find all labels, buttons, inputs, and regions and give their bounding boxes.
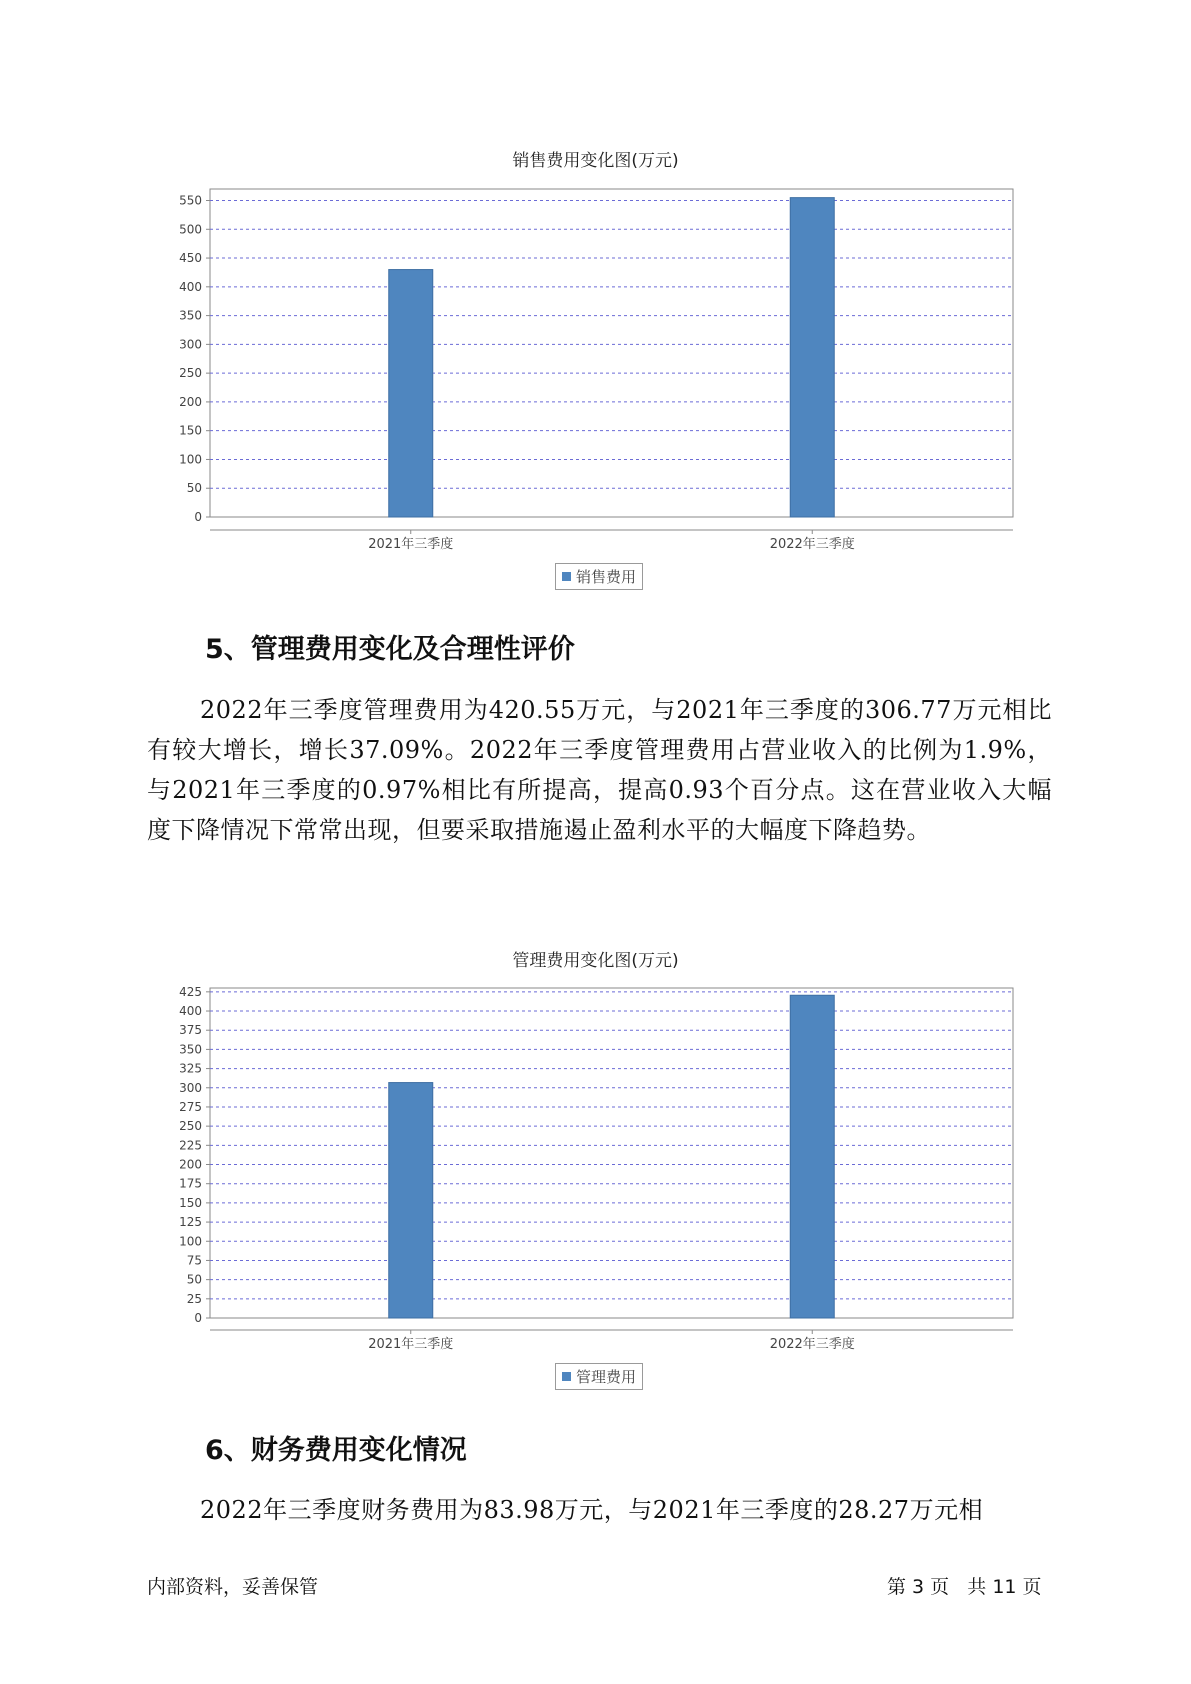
y-tick-label: 0 — [194, 510, 202, 524]
y-tick-label: 125 — [179, 1215, 202, 1230]
y-tick-label: 350 — [179, 1042, 202, 1057]
chart-title-sales: 销售费用变化图(万元) — [512, 151, 679, 171]
legend-label: 销售费用 — [576, 568, 637, 586]
x-tick-label: 2022年三季度 — [769, 1337, 855, 1352]
y-tick-label: 275 — [179, 1099, 202, 1114]
y-tick-label: 325 — [179, 1061, 202, 1076]
x-tick-label: 2021年三季度 — [368, 537, 454, 552]
y-tick-label: 250 — [179, 366, 202, 381]
chart-title-admin: 管理费用变化图(万元) — [512, 951, 679, 971]
y-tick-label: 75 — [186, 1253, 202, 1268]
section6-text: 2022年三季度财务费用为83.98万元，与2021年三季度的28.27万元相 — [200, 1496, 984, 1524]
y-tick-label: 100 — [179, 452, 202, 467]
y-tick-label: 100 — [179, 1234, 202, 1249]
y-tick-label: 300 — [179, 1080, 202, 1095]
y-tick-label: 300 — [179, 337, 202, 352]
y-tick-label: 50 — [186, 481, 202, 496]
footer-page-number: 第 3 页 共 11 页 — [887, 1576, 1042, 1598]
y-tick-label: 150 — [179, 1195, 202, 1210]
y-tick-label: 150 — [179, 423, 202, 438]
plot-frame — [210, 988, 1013, 1318]
x-tick-label: 2021年三季度 — [368, 1337, 454, 1352]
y-tick-label: 400 — [179, 1004, 202, 1019]
section5-heading: 5、管理费用变化及合理性评价 — [205, 634, 575, 665]
y-tick-label: 400 — [179, 279, 202, 294]
section6-heading: 6、财务费用变化情况 — [205, 1435, 467, 1466]
y-tick-label: 175 — [179, 1176, 202, 1191]
section5-text: 2022年三季度管理费用为420.55万元，与2021年三季度的306.77万元相比有较大增长，增长37.09%。2022年三季度管理费用占营业收入的比例为1.9%，与2021年三季度的0.97%相比有所提高，提高0.93个百分点。这在营业收入大幅度下降情况下常常出现，但要采取措施遏止盈利水平的大幅度下降趋势。 — [147, 696, 1052, 844]
legend-swatch — [562, 1372, 571, 1381]
y-tick-label: 0 — [194, 1311, 202, 1325]
footer-left: 内部资料，妥善保管 — [147, 1576, 319, 1598]
bar — [790, 995, 834, 1318]
chart-legend-admin — [555, 1363, 643, 1390]
y-tick-label: 225 — [179, 1138, 202, 1153]
legend-label: 管理费用 — [576, 1368, 637, 1386]
y-tick-label: 350 — [179, 308, 202, 323]
y-tick-label: 200 — [179, 1157, 202, 1172]
y-tick-label: 425 — [179, 984, 202, 999]
y-tick-label: 25 — [186, 1291, 202, 1306]
bar — [389, 1083, 433, 1318]
y-tick-label: 50 — [186, 1272, 202, 1287]
y-tick-label: 500 — [179, 222, 202, 237]
y-tick-label: 250 — [179, 1119, 202, 1134]
y-tick-label: 200 — [179, 394, 202, 409]
x-tick-label: 2022年三季度 — [769, 537, 855, 552]
section6-paragraph — [147, 1490, 1052, 1530]
y-tick-label: 375 — [179, 1023, 202, 1038]
y-tick-label: 550 — [179, 193, 202, 208]
y-tick-label: 450 — [179, 251, 202, 266]
